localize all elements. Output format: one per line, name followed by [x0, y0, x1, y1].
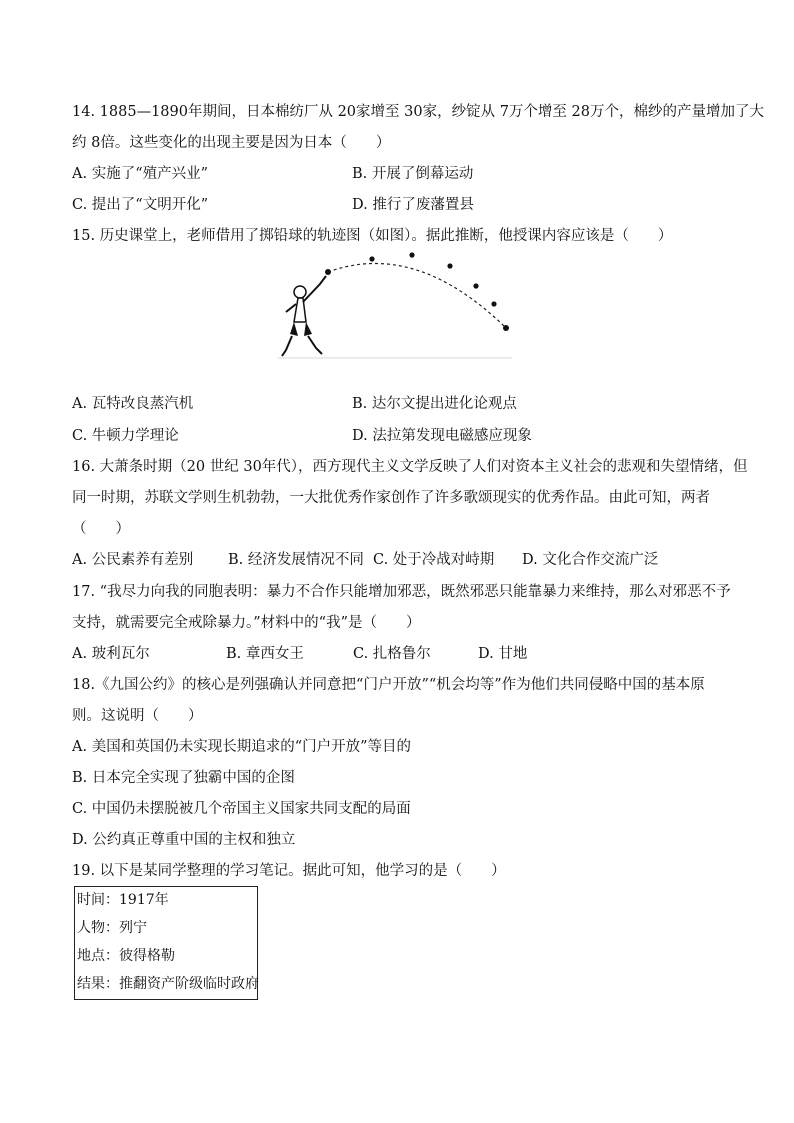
q18-option-d: D. 公约真正尊重中国的主权和独立 — [72, 832, 296, 848]
q17-option-b: B. 章西女王 — [226, 646, 304, 662]
q14-option-d: D. 推行了废藩置县 — [352, 197, 474, 213]
q17-option-d: D. 甘地 — [478, 646, 528, 662]
q19-stem: 19. 以下是某同学整理的学习笔记。据此可知，他学习的是（ ） — [72, 863, 506, 879]
q18-stem-line1: 18.《九国公约》的核心是列强确认并同意把“门户开放”“机会均等”作为他们共同侵略中国的基本原 — [72, 677, 705, 693]
q18-option-b: B. 日本完全实现了独霸中国的企图 — [72, 770, 295, 786]
q17-stem-line1: 17. “我尽力向我的同胞表明：暴力不合作只能增加邪恶，既然邪恶只能靠暴力来维持，那么对邪恶不予 — [72, 584, 731, 600]
q16-stem-line1: 16. 大萧条时期（20 世纪 30年代），西方现代主义文学反映了人们对资本主义社会的悲观和失望情绪，但 — [72, 459, 748, 475]
shot-put-trajectory-illustration — [276, 250, 516, 362]
note-result: 结果：推翻资产阶级临时政府 — [77, 976, 259, 992]
q16-option-c: C. 处于冷战对峙期 — [373, 552, 495, 568]
note-person: 人物：列宁 — [77, 920, 147, 936]
q16-option-a: A. 公民素养有差别 — [72, 552, 194, 568]
note-time: 时间：1917年 — [77, 892, 169, 908]
q16-stem-line3: （ ） — [72, 521, 130, 537]
q14-option-a: A. 实施了“殖产兴业” — [72, 166, 209, 182]
q15-option-b: B. 达尔文提出进化论观点 — [352, 396, 517, 412]
q15-option-c: C. 牛顿力学理论 — [72, 428, 179, 444]
q16-option-b: B. 经济发展情况不同 — [228, 552, 364, 568]
note-place: 地点：彼得格勒 — [77, 948, 175, 964]
q18-stem-line2: 则。这说明（ ） — [72, 708, 203, 724]
study-notes-box — [74, 886, 258, 1000]
q17-option-a: A. 玻利瓦尔 — [72, 646, 150, 662]
q14-stem-line1: 14. 1885—1890年期间，日本棉纺厂从 20家增至 30家，纱锭从 7万个增至 28万个，棉纱的产量增加了大 — [72, 104, 764, 120]
q17-option-c: C. 扎格鲁尔 — [353, 646, 431, 662]
q15-stem: 15. 历史课堂上，老师借用了掷铅球的轨迹图（如图）。据此推断，他授课内容应该是（ ） — [72, 228, 673, 244]
q15-option-d: D. 法拉第发现电磁感应现象 — [352, 428, 532, 444]
q16-stem-line2: 同一时期，苏联文学则生机勃勃，一大批优秀作家创作了许多歌颂现实的优秀作品。由此可知，两者 — [72, 490, 710, 506]
q17-stem-line2: 支持，就需要完全戒除暴力。”材料中的“我”是（ ） — [72, 615, 421, 631]
q14-stem-line2: 约 8倍。这些变化的出现主要是因为日本（ ） — [72, 135, 391, 151]
q14-option-b: B. 开展了倒幕运动 — [352, 166, 474, 182]
q16-option-d: D. 文化合作交流广泛 — [522, 552, 659, 568]
q14-option-c: C. 提出了“文明开化” — [72, 197, 209, 213]
q18-option-c: C. 中国仍未摆脱被几个帝国主义国家共同支配的局面 — [72, 801, 411, 817]
q18-option-a: A. 美国和英国仍未实现长期追求的“门户开放”等目的 — [72, 739, 412, 755]
q15-option-a: A. 瓦特改良蒸汽机 — [72, 396, 194, 412]
